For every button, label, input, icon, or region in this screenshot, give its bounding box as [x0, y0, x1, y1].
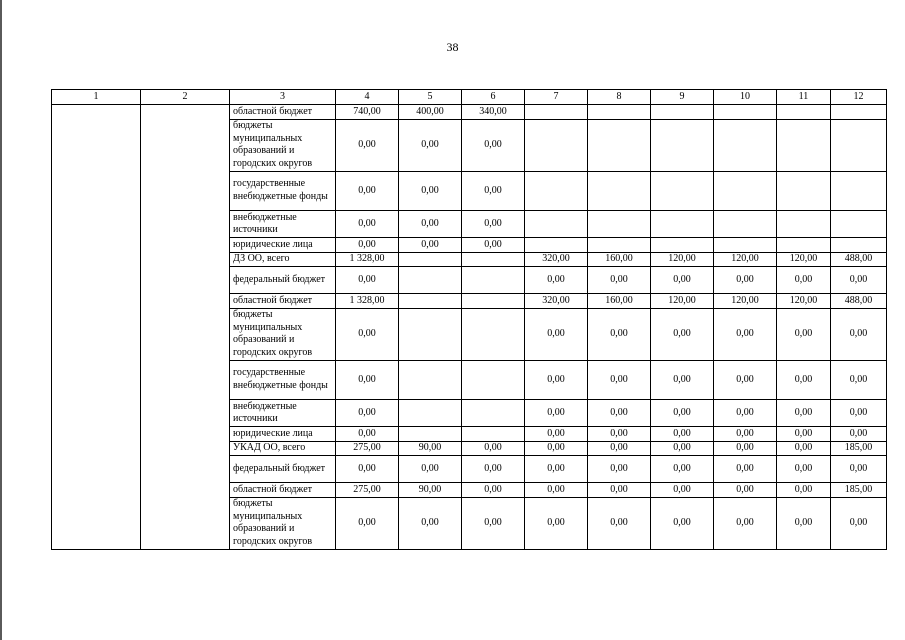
value-cell-col-8 — [588, 119, 651, 171]
value-cell-col-10: 0,00 — [714, 483, 777, 498]
value-cell-col-4: 1 328,00 — [336, 294, 399, 309]
value-cell-col-6 — [462, 267, 525, 294]
value-cell-col-5 — [399, 360, 462, 400]
value-cell-col-4: 0,00 — [336, 497, 399, 549]
value-cell-col-10: 120,00 — [714, 252, 777, 267]
table-body — [52, 90, 887, 550]
column-header-11: 11 — [777, 90, 831, 105]
value-cell-col-9 — [651, 211, 714, 238]
column-2-cell — [141, 105, 230, 550]
value-cell-col-9: 0,00 — [651, 360, 714, 400]
value-cell-col-5: 0,00 — [399, 456, 462, 483]
value-cell-col-7: 0,00 — [525, 427, 588, 442]
value-cell-col-12 — [831, 105, 887, 120]
value-cell-col-7: 320,00 — [525, 252, 588, 267]
value-cell-col-4: 0,00 — [336, 400, 399, 427]
value-cell-col-10: 0,00 — [714, 400, 777, 427]
value-cell-col-9 — [651, 171, 714, 211]
value-cell-col-11 — [777, 171, 831, 211]
value-cell-col-10: 0,00 — [714, 497, 777, 549]
value-cell-col-5: 0,00 — [399, 211, 462, 238]
value-cell-col-9: 0,00 — [651, 267, 714, 294]
column-header-3: 3 — [230, 90, 336, 105]
value-cell-col-6: 0,00 — [462, 483, 525, 498]
value-cell-col-12: 488,00 — [831, 294, 887, 309]
value-cell-col-12 — [831, 171, 887, 211]
value-cell-col-6: 0,00 — [462, 119, 525, 171]
value-cell-col-12: 0,00 — [831, 360, 887, 400]
value-cell-col-9 — [651, 119, 714, 171]
value-cell-col-9: 0,00 — [651, 308, 714, 360]
column-header-9: 9 — [651, 90, 714, 105]
value-cell-col-7 — [525, 119, 588, 171]
value-cell-col-9: 0,00 — [651, 441, 714, 456]
value-cell-col-8: 0,00 — [588, 497, 651, 549]
column-header-1: 1 — [52, 90, 141, 105]
value-cell-col-9: 0,00 — [651, 400, 714, 427]
value-cell-col-10: 0,00 — [714, 441, 777, 456]
value-cell-col-12 — [831, 238, 887, 253]
value-cell-col-5: 90,00 — [399, 483, 462, 498]
value-cell-col-11: 0,00 — [777, 267, 831, 294]
row-label: областной бюджет — [230, 294, 336, 309]
value-cell-col-5: 400,00 — [399, 105, 462, 120]
value-cell-col-8: 0,00 — [588, 427, 651, 442]
column-header-2: 2 — [141, 90, 230, 105]
budget-table — [51, 89, 887, 550]
value-cell-col-5 — [399, 400, 462, 427]
row-label: внебюджетные источники — [230, 211, 336, 238]
value-cell-col-10: 0,00 — [714, 308, 777, 360]
value-cell-col-4: 0,00 — [336, 267, 399, 294]
value-cell-col-9: 0,00 — [651, 483, 714, 498]
value-cell-col-9 — [651, 238, 714, 253]
value-cell-col-11 — [777, 211, 831, 238]
value-cell-col-10: 0,00 — [714, 267, 777, 294]
value-cell-col-6 — [462, 252, 525, 267]
value-cell-col-4: 740,00 — [336, 105, 399, 120]
value-cell-col-8: 0,00 — [588, 308, 651, 360]
value-cell-col-5 — [399, 294, 462, 309]
value-cell-col-4: 275,00 — [336, 483, 399, 498]
value-cell-col-12: 0,00 — [831, 400, 887, 427]
value-cell-col-12: 488,00 — [831, 252, 887, 267]
value-cell-col-11 — [777, 105, 831, 120]
value-cell-col-8: 0,00 — [588, 267, 651, 294]
value-cell-col-5: 90,00 — [399, 441, 462, 456]
row-label: бюджеты муниципальных образований и городских округов — [230, 308, 336, 360]
value-cell-col-7: 0,00 — [525, 456, 588, 483]
value-cell-col-7: 0,00 — [525, 308, 588, 360]
value-cell-col-7: 0,00 — [525, 360, 588, 400]
column-1-cell — [52, 105, 141, 550]
value-cell-col-8: 0,00 — [588, 483, 651, 498]
value-cell-col-6: 0,00 — [462, 238, 525, 253]
value-cell-col-9: 0,00 — [651, 456, 714, 483]
value-cell-col-6: 0,00 — [462, 456, 525, 483]
page-left-edge — [0, 0, 2, 640]
value-cell-col-12 — [831, 211, 887, 238]
value-cell-col-11 — [777, 119, 831, 171]
column-header-5: 5 — [399, 90, 462, 105]
value-cell-col-7: 320,00 — [525, 294, 588, 309]
value-cell-col-5 — [399, 308, 462, 360]
value-cell-col-4: 275,00 — [336, 441, 399, 456]
value-cell-col-4: 0,00 — [336, 456, 399, 483]
row-label: областной бюджет — [230, 483, 336, 498]
value-cell-col-12: 0,00 — [831, 267, 887, 294]
value-cell-col-6 — [462, 294, 525, 309]
value-cell-col-12: 0,00 — [831, 497, 887, 549]
value-cell-col-8: 160,00 — [588, 252, 651, 267]
value-cell-col-8 — [588, 238, 651, 253]
value-cell-col-12: 0,00 — [831, 308, 887, 360]
value-cell-col-8 — [588, 105, 651, 120]
value-cell-col-4: 0,00 — [336, 211, 399, 238]
row-label: юридические лица — [230, 238, 336, 253]
value-cell-col-4: 0,00 — [336, 308, 399, 360]
value-cell-col-7: 0,00 — [525, 441, 588, 456]
column-header-8: 8 — [588, 90, 651, 105]
value-cell-col-8 — [588, 211, 651, 238]
value-cell-col-7 — [525, 171, 588, 211]
value-cell-col-12: 185,00 — [831, 441, 887, 456]
row-label: бюджеты муниципальных образований и городских округов — [230, 119, 336, 171]
value-cell-col-10 — [714, 238, 777, 253]
value-cell-col-8 — [588, 171, 651, 211]
value-cell-col-9 — [651, 105, 714, 120]
value-cell-col-6 — [462, 400, 525, 427]
value-cell-col-11: 0,00 — [777, 427, 831, 442]
value-cell-col-6: 0,00 — [462, 171, 525, 211]
value-cell-col-11: 0,00 — [777, 483, 831, 498]
value-cell-col-4: 0,00 — [336, 360, 399, 400]
value-cell-col-4: 0,00 — [336, 238, 399, 253]
value-cell-col-9: 120,00 — [651, 252, 714, 267]
table-row — [52, 105, 887, 120]
value-cell-col-12 — [831, 119, 887, 171]
row-label: УКАД ОО, всего — [230, 441, 336, 456]
value-cell-col-11: 0,00 — [777, 441, 831, 456]
value-cell-col-11: 0,00 — [777, 456, 831, 483]
value-cell-col-12: 0,00 — [831, 427, 887, 442]
row-label: ДЗ ОО, всего — [230, 252, 336, 267]
value-cell-col-8: 0,00 — [588, 441, 651, 456]
value-cell-col-10 — [714, 171, 777, 211]
value-cell-col-10: 120,00 — [714, 294, 777, 309]
column-header-12: 12 — [831, 90, 887, 105]
value-cell-col-11: 0,00 — [777, 308, 831, 360]
value-cell-col-8: 0,00 — [588, 360, 651, 400]
value-cell-col-12: 185,00 — [831, 483, 887, 498]
row-label: государственные внебюджетные фонды — [230, 171, 336, 211]
table-header-row — [52, 90, 887, 105]
value-cell-col-8: 0,00 — [588, 400, 651, 427]
row-label: федеральный бюджет — [230, 456, 336, 483]
row-label: федеральный бюджет — [230, 267, 336, 294]
value-cell-col-5 — [399, 252, 462, 267]
value-cell-col-6: 0,00 — [462, 497, 525, 549]
value-cell-col-7: 0,00 — [525, 400, 588, 427]
value-cell-col-4: 0,00 — [336, 427, 399, 442]
value-cell-col-7: 0,00 — [525, 497, 588, 549]
value-cell-col-12: 0,00 — [831, 456, 887, 483]
row-label: бюджеты муниципальных образований и городских округов — [230, 497, 336, 549]
column-header-10: 10 — [714, 90, 777, 105]
row-label: государственные внебюджетные фонды — [230, 360, 336, 400]
value-cell-col-6 — [462, 308, 525, 360]
value-cell-col-10 — [714, 119, 777, 171]
row-label: юридические лица — [230, 427, 336, 442]
value-cell-col-9: 120,00 — [651, 294, 714, 309]
value-cell-col-11: 120,00 — [777, 294, 831, 309]
value-cell-col-7: 0,00 — [525, 267, 588, 294]
value-cell-col-4: 0,00 — [336, 171, 399, 211]
value-cell-col-7: 0,00 — [525, 483, 588, 498]
value-cell-col-6: 0,00 — [462, 211, 525, 238]
column-header-6: 6 — [462, 90, 525, 105]
value-cell-col-7 — [525, 211, 588, 238]
value-cell-col-5 — [399, 267, 462, 294]
value-cell-col-4: 0,00 — [336, 119, 399, 171]
column-header-7: 7 — [525, 90, 588, 105]
value-cell-col-5: 0,00 — [399, 238, 462, 253]
value-cell-col-11 — [777, 238, 831, 253]
value-cell-col-6: 0,00 — [462, 441, 525, 456]
value-cell-col-10: 0,00 — [714, 427, 777, 442]
row-label: внебюджетные источники — [230, 400, 336, 427]
value-cell-col-5 — [399, 427, 462, 442]
value-cell-col-7 — [525, 105, 588, 120]
value-cell-col-10 — [714, 211, 777, 238]
value-cell-col-11: 0,00 — [777, 360, 831, 400]
value-cell-col-11: 120,00 — [777, 252, 831, 267]
value-cell-col-6 — [462, 427, 525, 442]
value-cell-col-9: 0,00 — [651, 427, 714, 442]
value-cell-col-4: 1 328,00 — [336, 252, 399, 267]
value-cell-col-5: 0,00 — [399, 497, 462, 549]
value-cell-col-6 — [462, 360, 525, 400]
value-cell-col-10: 0,00 — [714, 456, 777, 483]
value-cell-col-6: 340,00 — [462, 105, 525, 120]
value-cell-col-11: 0,00 — [777, 497, 831, 549]
value-cell-col-5: 0,00 — [399, 171, 462, 211]
value-cell-col-8: 0,00 — [588, 456, 651, 483]
value-cell-col-10: 0,00 — [714, 360, 777, 400]
value-cell-col-10 — [714, 105, 777, 120]
page-number: 38 — [446, 40, 459, 54]
value-cell-col-7 — [525, 238, 588, 253]
value-cell-col-11: 0,00 — [777, 400, 831, 427]
value-cell-col-9: 0,00 — [651, 497, 714, 549]
row-label: областной бюджет — [230, 105, 336, 120]
column-header-4: 4 — [336, 90, 399, 105]
value-cell-col-8: 160,00 — [588, 294, 651, 309]
value-cell-col-5: 0,00 — [399, 119, 462, 171]
